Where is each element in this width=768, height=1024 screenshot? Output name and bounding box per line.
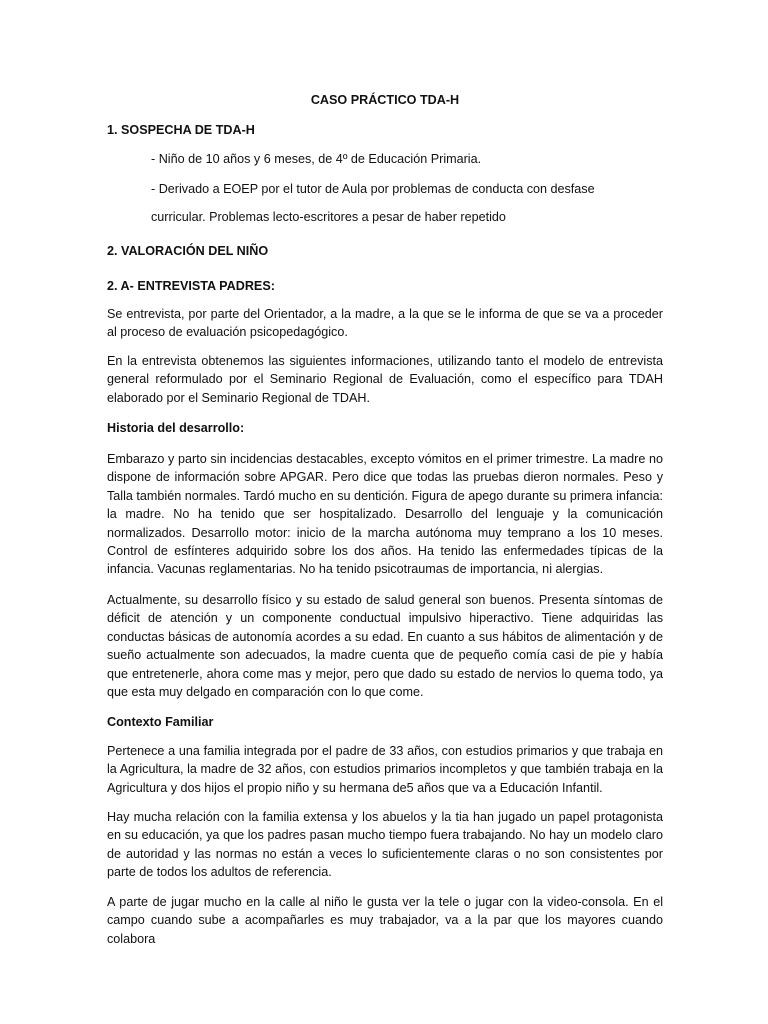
- bullet-item-continuation: curricular. Problemas lecto-escritores a pesar de haber repetido: [151, 210, 506, 224]
- section-heading-sospecha: 1. SOSPECHA DE TDA-H: [107, 123, 255, 137]
- paragraph: Pertenece a una familia integrada por el padre de 33 años, con estudios primarios y que trabaja en la Agricultura, la madre de 32 años, con estudios primarios incompletos y que también trabaja en la Agricultura y dos hijos el propio niño y su hermana de5 años que va a Educación Infantil.: [107, 744, 663, 795]
- paragraph: Hay mucha relación con la familia extensa y los abuelos y la tia han jugado un papel protagonista en su educación, ya que los padres pasan mucho tiempo fuera trabajando. No hay un modelo claro de autoridad y las normas no están a veces lo suficientemente claras o no son consistentes por parte de todos los adultos de referencia.: [107, 810, 663, 880]
- document-title: CASO PRÁCTICO TDA-H: [310, 93, 460, 107]
- subheading-historia: Historia del desarrollo:: [107, 421, 245, 435]
- paragraph: A parte de jugar mucho en la calle al niño le gusta ver la tele o jugar con la video-consola. En el campo cuando sube a acompañarles es muy trabajador, va a la par que los mayores cuando colabora: [107, 895, 663, 946]
- subheading-contexto-familiar: Contexto Familiar: [107, 715, 214, 729]
- paragraph: Se entrevista, por parte del Orientador, a la madre, a la que se le informa de que se va a proceder al proceso de evaluación psicopedagógico.: [107, 307, 663, 340]
- section-heading-entrevista: 2. A- ENTREVISTA PADRES:: [107, 279, 275, 293]
- paragraph: En la entrevista obtenemos las siguientes informaciones, utilizando tanto el modelo de entrevista general reformulado por el Seminario Regional de Evaluación, como el específico para TDAH elaborado por el Seminario Regional de TDAH.: [107, 354, 663, 405]
- paragraph: Actualmente, su desarrollo físico y su estado de salud general son buenos. Presenta síntomas de déficit de atención y un componente conductual impulsivo hiperactivo. Tiene adquiridas las conductas básicas de autonomía acordes a su edad. En cuanto a sus hábitos de alimentación y de sueño actualmente son adecuados, la madre cuenta que de pequeño comía casi de pie y había que entretenerle, ahora come mas y mejor, pero que dado su estado de nervios lo quema todo, ya que esta muy delgado en comparación con lo que come.: [107, 593, 663, 700]
- paragraph: Embarazo y parto sin incidencias destacables, excepto vómitos en el primer trimestre. La madre no dispone de información sobre APGAR. Pero dice que todas las pruebas dieron normales. Peso y Talla también normales. Tardó mucho en su dentición. Figura de apego durante su primera infancia: la madre. No ha tenido que ser hospitalizado. Desarrollo del lenguaje y la comunicación normalizados. Desarrollo motor: inicio de la marcha autónoma muy temprano a los 10 meses. Control de esfínteres adquirido sobre los dos años. Ha tenido las enfermedades típicas de la infancia. Vacunas reglamentarias. No ha tenido psicotraumas de importancia, ni alergias.: [107, 452, 663, 577]
- bullet-item: - Derivado a EOEP por el tutor de Aula por problemas de conducta con desfase: [151, 182, 595, 196]
- bullet-item: - Niño de 10 años y 6 meses, de 4º de Educación Primaria.: [151, 152, 482, 166]
- section-heading-valoracion: 2. VALORACIÓN DEL NIÑO: [107, 244, 269, 258]
